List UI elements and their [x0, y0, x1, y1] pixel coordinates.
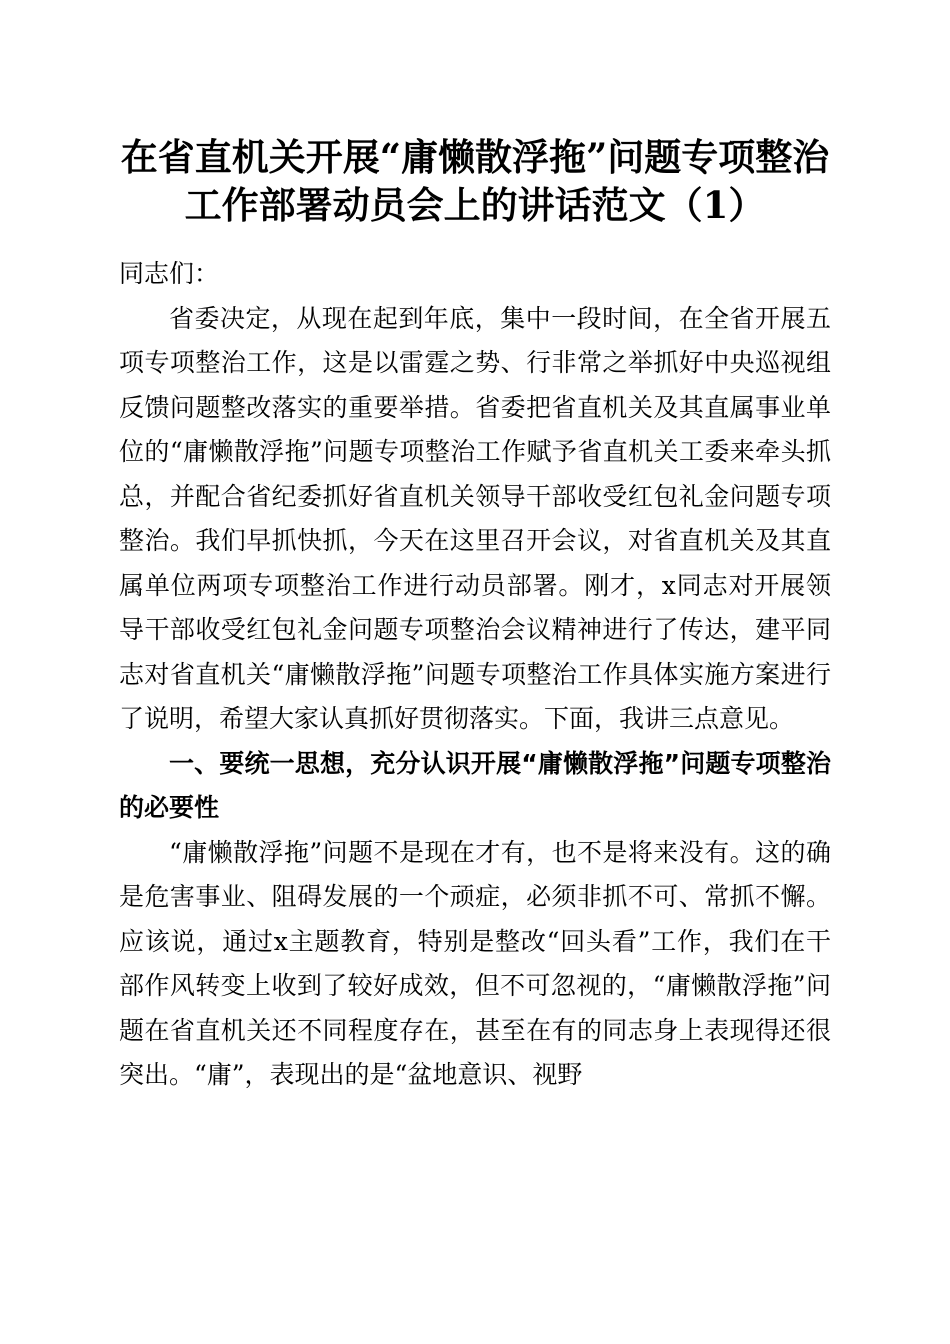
salutation: 同志们：	[119, 259, 220, 288]
document-title	[100, 133, 850, 229]
title-line-1: 在省直机关开展“庸懒散浮拖”问题专项整治	[120, 135, 830, 179]
paragraph-intro: 省委决定，从现在起到年底，集中一段时间，在全省开展五项专项整治工作，这是以雷霆之势、行非常之举抓好中央巡视组反馈问题整改落实的重要举措。省委把省直机关及其直属事业单位的“庸懒散浮拖”问题专项整治工作赋予省直机关工委来牵头抓总，并配合省纪委抓好省直机关领导干部收受红包礼金问题专项整治。我们早抓快抓，今天在这里召开会议，对省直机关及其直属单位两项专项整治工作进行动员部署。刚才，x同志对开展领导干部收受红包礼金问题专项整治会议精神进行了传达，建平同志对省直机关“庸懒散浮拖”问题专项整治工作具体实施方案进行了说明，希望大家认真抓好贯彻落实。下面，我讲三点意见。	[119, 303, 831, 733]
document-body	[119, 252, 831, 1098]
paragraph-section-1: “庸懒散浮拖”问题不是现在才有，也不是将来没有。这的确是危害事业、阻碍发展的一个顽症，必须非抓不可、常抓不懈。应该说，通过x主题教育，特别是整改“回头看”工作，我们在干部作风转变上收到了较好成效，但不可忽视的，“庸懒散浮拖”问题在省直机关还不同程度存在，甚至在有的同志身上表现得还很突出。“庸”，表现出的是“盆地意识、视野	[119, 837, 831, 1089]
section-heading-1: 一、要统一思想，充分认识开展“庸懒散浮拖”问题专项整治的必要性	[119, 748, 831, 822]
title-line-2: 工作部署动员会上的讲话范文（1）	[184, 183, 766, 227]
